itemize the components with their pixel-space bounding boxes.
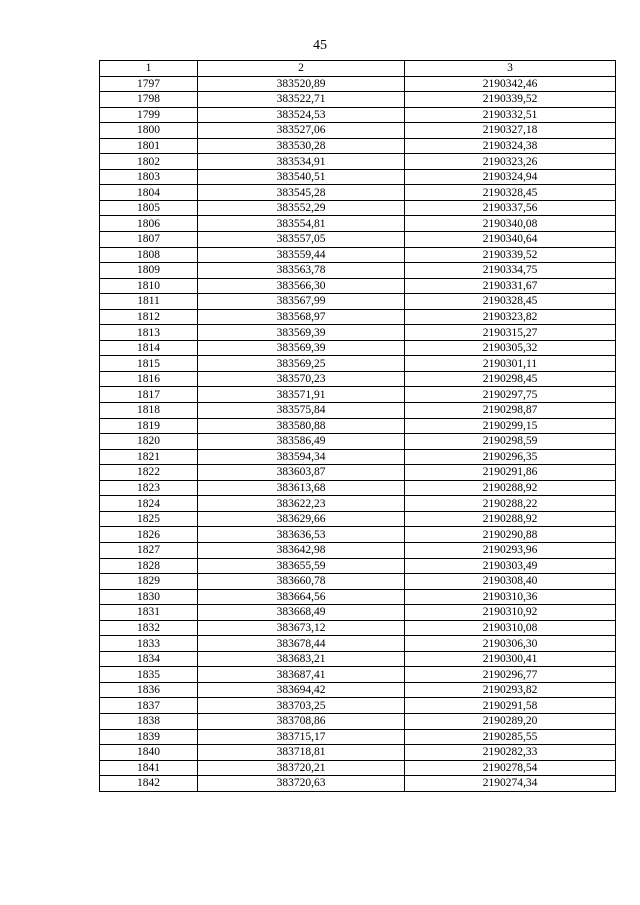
table-cell: 2190310,08: [405, 620, 616, 636]
table-row: [100, 263, 616, 279]
table-row: [100, 107, 616, 123]
table-cell: 383552,29: [198, 200, 405, 216]
table-row: [100, 434, 616, 450]
table-row: [100, 667, 616, 683]
table-cell: 1825: [100, 511, 198, 527]
table-cell: 383708,86: [198, 713, 405, 729]
table-cell: 2190342,46: [405, 76, 616, 92]
table-cell: 383586,49: [198, 434, 405, 450]
table-cell: 2190323,26: [405, 154, 616, 170]
table-cell: 383694,42: [198, 682, 405, 698]
table-row: [100, 511, 616, 527]
table-row: [100, 682, 616, 698]
table-cell: 2190323,82: [405, 309, 616, 325]
table-row: [100, 527, 616, 543]
table-cell: 383530,28: [198, 138, 405, 154]
table-cell: 2190301,11: [405, 356, 616, 372]
table-row: [100, 247, 616, 263]
table-cell: 1837: [100, 698, 198, 714]
table-cell: 1836: [100, 682, 198, 698]
table-cell: 1811: [100, 294, 198, 310]
table-cell: 383575,84: [198, 403, 405, 419]
table-cell: 2190340,08: [405, 216, 616, 232]
table-cell: 1805: [100, 200, 198, 216]
table-cell: 1822: [100, 465, 198, 481]
table-cell: 1842: [100, 776, 198, 792]
table-cell: 1828: [100, 558, 198, 574]
table-cell: 383660,78: [198, 574, 405, 590]
table-cell: 1819: [100, 418, 198, 434]
table-cell: 383718,81: [198, 745, 405, 761]
table-row: [100, 138, 616, 154]
table-row: [100, 605, 616, 621]
table-cell: 2190306,30: [405, 636, 616, 652]
table-cell: 2190299,15: [405, 418, 616, 434]
table-row: [100, 449, 616, 465]
column-header: 2: [198, 61, 405, 77]
table-cell: 2190339,52: [405, 92, 616, 108]
table-cell: 383687,41: [198, 667, 405, 683]
table-cell: 2190340,64: [405, 232, 616, 248]
table-row: [100, 387, 616, 403]
table-cell: 383545,28: [198, 185, 405, 201]
table-cell: 2190274,34: [405, 776, 616, 792]
table-cell: 383673,12: [198, 620, 405, 636]
column-header: 1: [100, 61, 198, 77]
table-cell: 383629,66: [198, 511, 405, 527]
table-cell: 383613,68: [198, 480, 405, 496]
table-cell: 1809: [100, 263, 198, 279]
table-cell: 2190290,88: [405, 527, 616, 543]
table-cell: 2190298,87: [405, 403, 616, 419]
table-cell: 1818: [100, 403, 198, 419]
table-row: [100, 403, 616, 419]
table-cell: 383534,91: [198, 154, 405, 170]
table-cell: 1821: [100, 449, 198, 465]
table-cell: 1797: [100, 76, 198, 92]
table-cell: 1802: [100, 154, 198, 170]
table-cell: 1834: [100, 651, 198, 667]
table-cell: 2190298,59: [405, 434, 616, 450]
table-cell: 1803: [100, 169, 198, 185]
table-header-row: [100, 61, 616, 77]
table-row: [100, 76, 616, 92]
table-cell: 1800: [100, 123, 198, 139]
table-row: [100, 309, 616, 325]
table-cell: 383568,97: [198, 309, 405, 325]
table-cell: 2190315,27: [405, 325, 616, 341]
table-cell: 383522,71: [198, 92, 405, 108]
table-cell: 1824: [100, 496, 198, 512]
table-cell: 1817: [100, 387, 198, 403]
table-cell: 2190303,49: [405, 558, 616, 574]
table-cell: 2190324,38: [405, 138, 616, 154]
table-cell: 383622,23: [198, 496, 405, 512]
table-cell: 2190293,96: [405, 542, 616, 558]
table-cell: 2190291,58: [405, 698, 616, 714]
table-cell: 1812: [100, 309, 198, 325]
table-cell: 2190298,45: [405, 371, 616, 387]
table-cell: 2190297,75: [405, 387, 616, 403]
table-cell: 2190291,86: [405, 465, 616, 481]
table-cell: 383715,17: [198, 729, 405, 745]
table-cell: 383570,23: [198, 371, 405, 387]
table-cell: 2190296,35: [405, 449, 616, 465]
table-cell: 383520,89: [198, 76, 405, 92]
table-row: [100, 620, 616, 636]
table-cell: 383563,78: [198, 263, 405, 279]
table-cell: 1826: [100, 527, 198, 543]
table-cell: 383569,39: [198, 340, 405, 356]
table-cell: 2190282,33: [405, 745, 616, 761]
table-cell: 1816: [100, 371, 198, 387]
table-row: [100, 745, 616, 761]
table-row: [100, 418, 616, 434]
table-cell: 383569,25: [198, 356, 405, 372]
table-row: [100, 542, 616, 558]
coordinates-table: [99, 60, 616, 792]
table-cell: 2190328,45: [405, 185, 616, 201]
table-cell: 1801: [100, 138, 198, 154]
column-header: 3: [405, 61, 616, 77]
table-cell: 2190324,94: [405, 169, 616, 185]
table-cell: 383557,05: [198, 232, 405, 248]
table-row: [100, 651, 616, 667]
table-row: [100, 340, 616, 356]
table-row: [100, 154, 616, 170]
table-cell: 383540,51: [198, 169, 405, 185]
table-cell: 2190331,67: [405, 278, 616, 294]
table-cell: 1807: [100, 232, 198, 248]
table-cell: 2190289,20: [405, 713, 616, 729]
table-row: [100, 371, 616, 387]
table-row: [100, 465, 616, 481]
table-cell: 383678,44: [198, 636, 405, 652]
table-cell: 2190278,54: [405, 760, 616, 776]
table-row: [100, 480, 616, 496]
table-row: [100, 698, 616, 714]
table-row: [100, 776, 616, 792]
table-cell: 1798: [100, 92, 198, 108]
table-cell: 2190288,92: [405, 511, 616, 527]
table-cell: 383559,44: [198, 247, 405, 263]
table-cell: 1840: [100, 745, 198, 761]
table-cell: 383703,25: [198, 698, 405, 714]
table-cell: 2190339,52: [405, 247, 616, 263]
table-row: [100, 636, 616, 652]
table-cell: 383720,63: [198, 776, 405, 792]
table-cell: 383524,53: [198, 107, 405, 123]
table-cell: 1838: [100, 713, 198, 729]
table-row: [100, 713, 616, 729]
table-row: [100, 356, 616, 372]
table-cell: 2190300,41: [405, 651, 616, 667]
table-row: [100, 278, 616, 294]
page-number: 45: [313, 38, 327, 53]
table-cell: 2190288,22: [405, 496, 616, 512]
table-cell: 1810: [100, 278, 198, 294]
table-cell: 1820: [100, 434, 198, 450]
table-cell: 383569,39: [198, 325, 405, 341]
table-cell: 2190305,32: [405, 340, 616, 356]
table-cell: 1832: [100, 620, 198, 636]
table-cell: 383668,49: [198, 605, 405, 621]
table-cell: 2190328,45: [405, 294, 616, 310]
table-cell: 2190308,40: [405, 574, 616, 590]
table-row: [100, 496, 616, 512]
table-row: [100, 760, 616, 776]
table-cell: 1830: [100, 589, 198, 605]
table-cell: 1808: [100, 247, 198, 263]
table-cell: 2190332,51: [405, 107, 616, 123]
table-cell: 2190327,18: [405, 123, 616, 139]
table-cell: 1814: [100, 340, 198, 356]
table-cell: 1829: [100, 574, 198, 590]
table-cell: 383566,30: [198, 278, 405, 294]
table-cell: 383554,81: [198, 216, 405, 232]
table-cell: 1833: [100, 636, 198, 652]
table-cell: 383527,06: [198, 123, 405, 139]
table-cell: 1813: [100, 325, 198, 341]
table-cell: 1831: [100, 605, 198, 621]
table-row: [100, 294, 616, 310]
table-row: [100, 169, 616, 185]
table-cell: 383642,98: [198, 542, 405, 558]
table-cell: 2190293,82: [405, 682, 616, 698]
table-row: [100, 216, 616, 232]
table-row: [100, 185, 616, 201]
table-cell: 1815: [100, 356, 198, 372]
table-cell: 383636,53: [198, 527, 405, 543]
table-cell: 2190296,77: [405, 667, 616, 683]
table-cell: 383571,91: [198, 387, 405, 403]
table-cell: 1835: [100, 667, 198, 683]
table-cell: 1839: [100, 729, 198, 745]
table-row: [100, 325, 616, 341]
table-cell: 383664,56: [198, 589, 405, 605]
table-row: [100, 574, 616, 590]
table-cell: 383567,99: [198, 294, 405, 310]
table-body: [100, 76, 616, 791]
table-row: [100, 558, 616, 574]
table-cell: 2190310,92: [405, 605, 616, 621]
table-row: [100, 92, 616, 108]
table-cell: 383720,21: [198, 760, 405, 776]
table-cell: 2190310,36: [405, 589, 616, 605]
table-cell: 2190337,56: [405, 200, 616, 216]
table-row: [100, 123, 616, 139]
table-cell: 383580,88: [198, 418, 405, 434]
table-cell: 1799: [100, 107, 198, 123]
table-row: [100, 589, 616, 605]
table-cell: 2190285,55: [405, 729, 616, 745]
table-cell: 1827: [100, 542, 198, 558]
table-cell: 1806: [100, 216, 198, 232]
table-row: [100, 200, 616, 216]
table-cell: 1804: [100, 185, 198, 201]
table-cell: 2190334,75: [405, 263, 616, 279]
table-row: [100, 729, 616, 745]
table-cell: 383683,21: [198, 651, 405, 667]
table-cell: 383603,87: [198, 465, 405, 481]
table-cell: 1841: [100, 760, 198, 776]
table-cell: 2190288,92: [405, 480, 616, 496]
table-cell: 383655,59: [198, 558, 405, 574]
table-cell: 383594,34: [198, 449, 405, 465]
table-row: [100, 232, 616, 248]
table-cell: 1823: [100, 480, 198, 496]
